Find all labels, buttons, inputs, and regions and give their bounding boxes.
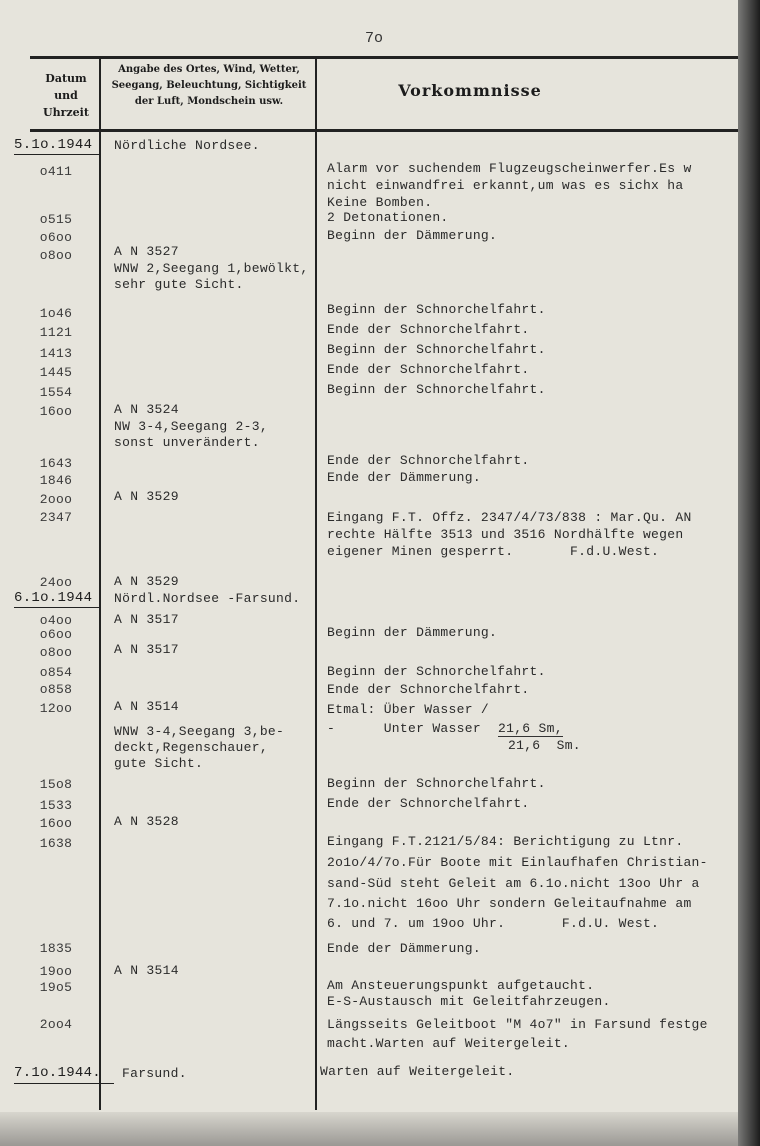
- entry-location: Nördl.Nordsee -Farsund.: [114, 591, 301, 606]
- entry-location: A N 3517: [114, 642, 179, 657]
- entry-time: 1o46: [39, 306, 73, 321]
- entry-time: 1638: [39, 836, 73, 851]
- column-rule-date: [99, 56, 101, 1110]
- entry-time: 2ooo: [39, 492, 73, 507]
- date-column-header: [36, 70, 96, 121]
- entry-time: 19oo: [39, 964, 73, 979]
- date-header-line: Datum: [45, 72, 87, 85]
- place-header-line: Angabe des Ortes, Wind, Wetter,: [118, 64, 300, 75]
- entry-event: E-S-Austausch mit Geleitfahrzeugen.: [327, 994, 611, 1009]
- entry-time: 2347: [39, 510, 73, 525]
- entry-event: Warten auf Weitergeleit.: [320, 1064, 515, 1079]
- entry-time: 1643: [39, 456, 73, 471]
- column-rule-place: [315, 56, 317, 1110]
- entry-time: o6oo: [39, 627, 73, 642]
- entry-event: Ende der Dämmerung.: [327, 470, 481, 485]
- entry-event: macht.Warten auf Weitergeleit.: [327, 1036, 571, 1051]
- entry-location: Farsund.: [122, 1066, 187, 1081]
- entry-location: A N 3524: [114, 402, 179, 417]
- entry-time: o854: [39, 665, 73, 680]
- header-top-rule: [30, 56, 738, 59]
- entry-location: A N 3528: [114, 814, 179, 829]
- entry-time: 16oo: [39, 404, 73, 419]
- entry-event: Ende der Schnorchelfahrt.: [327, 796, 530, 811]
- entry-event: Eingang F.T.2121/5/84: Berichtigung zu Ltnr.: [327, 834, 684, 849]
- etmal-total: 21,6 Sm.: [508, 738, 581, 753]
- date-underline-3: [14, 1083, 114, 1084]
- entry-event: Ende der Schnorchelfahrt.: [327, 322, 530, 337]
- entry-time: o6oo: [39, 230, 73, 245]
- entry-event: Beginn der Schnorchelfahrt.: [327, 342, 546, 357]
- entry-time: 1445: [39, 365, 73, 380]
- date-underline-2: [14, 607, 100, 608]
- entry-location: gute Sicht.: [114, 756, 204, 771]
- date-header-line: Uhrzeit: [43, 106, 89, 119]
- entry-location: Nördliche Nordsee.: [114, 138, 260, 153]
- entry-location: A N 3514: [114, 963, 179, 978]
- entry-time: 1121: [39, 325, 73, 340]
- entry-time: 1554: [39, 385, 73, 400]
- entry-location: A N 3517: [114, 612, 179, 627]
- entry-event: Eingang F.T. Offz. 2347/4/73/838 : Mar.Qu. AN: [327, 510, 692, 525]
- entry-location: A N 3514: [114, 699, 179, 714]
- entry-event: - Unter Wasser: [327, 721, 481, 736]
- entry-time: o858: [39, 682, 73, 697]
- entry-event: Ende der Schnorchelfahrt.: [327, 362, 530, 377]
- entry-event: Etmal: Über Wasser /: [327, 702, 490, 717]
- date-header-line: und: [54, 89, 78, 102]
- entry-time: 2oo4: [39, 1017, 73, 1032]
- entry-event: Beginn der Dämmerung.: [327, 228, 498, 243]
- entry-location: A N 3529: [114, 574, 179, 589]
- entry-time: 1413: [39, 346, 73, 361]
- etmal-underwater-value: 21,6 Sm,: [498, 721, 563, 736]
- entry-location: WNW 2,Seegang 1,bewölkt,: [114, 261, 309, 276]
- entry-time: o515: [39, 212, 73, 227]
- entry-location: NW 3-4,Seegang 2-3,: [114, 419, 268, 434]
- header-bottom-rule: [30, 129, 738, 132]
- entry-location: deckt,Regenschauer,: [114, 740, 268, 755]
- place-column-header: [104, 62, 314, 110]
- place-header-line: Seegang, Beleuchtung, Sichtigkeit: [111, 80, 307, 91]
- entry-time: 12oo: [39, 701, 73, 716]
- page-bottom-shadow: [0, 1112, 738, 1146]
- entry-time: 1846: [39, 473, 73, 488]
- entry-time: 19o5: [39, 980, 73, 995]
- entry-time: o8oo: [39, 248, 73, 263]
- entry-event: Ende der Schnorchelfahrt.: [327, 453, 530, 468]
- entry-location: WNW 3-4,Seegang 3,be-: [114, 724, 285, 739]
- events-column-header: Vorkommnisse: [398, 81, 542, 100]
- entry-event: Alarm vor suchendem Flugzeugscheinwerfer.Es w: [327, 161, 692, 176]
- entry-location: A N 3529: [114, 489, 179, 504]
- entry-location: sehr gute Sicht.: [114, 277, 244, 292]
- entry-time: 1835: [39, 941, 73, 956]
- entry-event: 2 Detonationen.: [327, 210, 449, 225]
- entry-time: 24oo: [39, 575, 73, 590]
- entry-time: o411: [39, 164, 73, 179]
- entry-event: Ende der Schnorchelfahrt.: [327, 682, 530, 697]
- entry-date: 5.1o.1944: [14, 137, 93, 153]
- entry-event: Längsseits Geleitboot "M 4o7" in Farsund festge: [327, 1017, 708, 1032]
- entry-event: Beginn der Schnorchelfahrt.: [327, 382, 546, 397]
- entry-event: eigener Minen gesperrt. F.d.U.West.: [327, 544, 660, 559]
- entry-time: 1533: [39, 798, 73, 813]
- entry-event: Keine Bomben.: [327, 195, 433, 210]
- entry-location: A N 3527: [114, 244, 179, 259]
- entry-event: 6. und 7. um 19oo Uhr. F.d.U. West.: [327, 916, 660, 931]
- entry-time: 15o8: [39, 777, 73, 792]
- entry-event: Beginn der Dämmerung.: [327, 625, 498, 640]
- entry-event: Am Ansteuerungspunkt aufgetaucht.: [327, 978, 595, 993]
- entry-event: Beginn der Schnorchelfahrt.: [327, 302, 546, 317]
- entry-event: Beginn der Schnorchelfahrt.: [327, 664, 546, 679]
- place-header-line: der Luft, Mondschein usw.: [134, 96, 284, 107]
- page-number: 7o: [365, 30, 384, 47]
- date-underline-1: [14, 154, 100, 155]
- entry-event: Ende der Dämmerung.: [327, 941, 481, 956]
- binding-edge: [738, 0, 760, 1146]
- entry-event: nicht einwandfrei erkannt,um was es sichx ha: [327, 178, 684, 193]
- entry-date: 6.1o.1944: [14, 590, 93, 606]
- entry-time: o4oo: [39, 613, 73, 628]
- entry-event: 7.1o.nicht 16oo Uhr sondern Geleitaufnahme am: [327, 896, 692, 911]
- entry-event: Beginn der Schnorchelfahrt.: [327, 776, 546, 791]
- entry-event: 2o1o/4/7o.Für Boote mit Einlaufhafen Christian-: [327, 855, 708, 870]
- entry-date: 7.1o.1944.: [14, 1065, 102, 1081]
- entry-time: 16oo: [39, 816, 73, 831]
- entry-location: sonst unverändert.: [114, 435, 260, 450]
- entry-time: o8oo: [39, 645, 73, 660]
- entry-event: rechte Hälfte 3513 und 3516 Nordhälfte wegen: [327, 527, 684, 542]
- entry-event: sand-Süd steht Geleit am 6.1o.nicht 13oo Uhr a: [327, 876, 700, 891]
